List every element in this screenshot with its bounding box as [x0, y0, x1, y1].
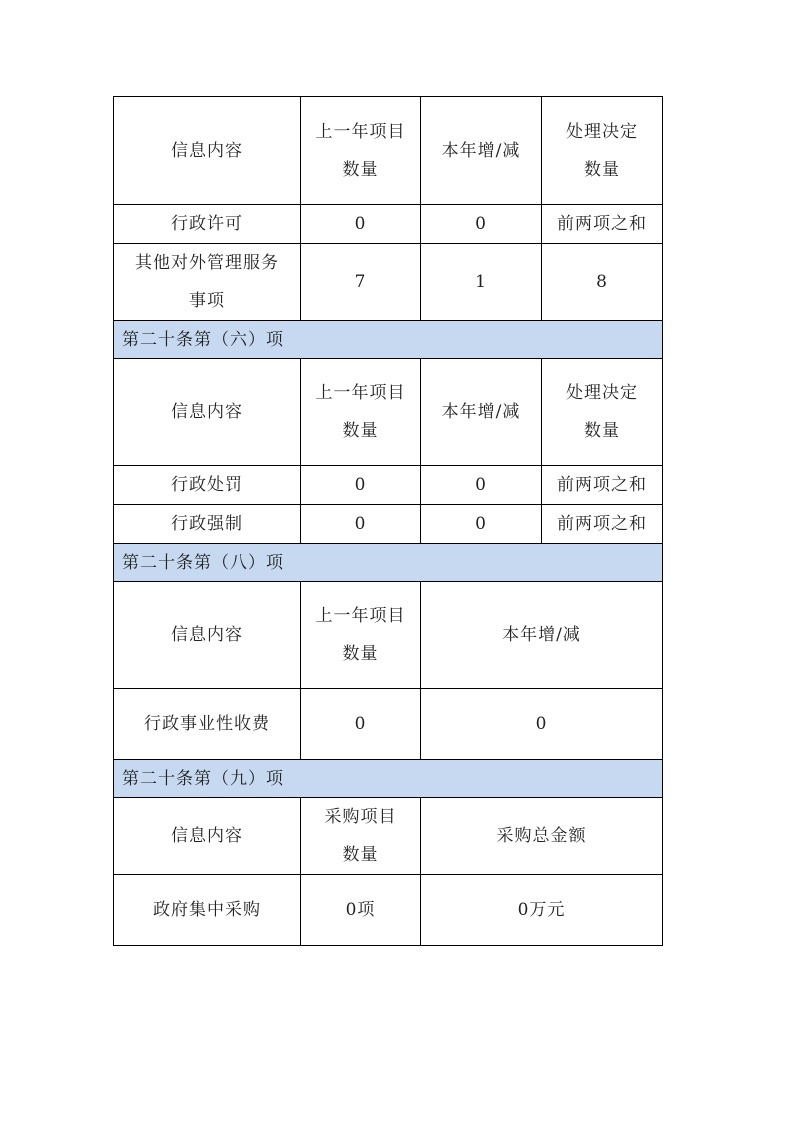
header-line: 上一年项目	[315, 121, 406, 142]
section-title-row	[114, 544, 663, 582]
row-name: 行政强制	[114, 505, 301, 544]
header-line: 采购项目	[324, 807, 397, 827]
row-change: 0	[421, 466, 542, 505]
section-title: 第二十条第（九）项	[114, 760, 663, 798]
header-line: 数量	[342, 421, 379, 441]
row-name: 政府集中采购	[114, 875, 301, 946]
row-change: 0	[421, 689, 663, 760]
row-prev-count: 7	[301, 244, 421, 321]
table-header-row	[114, 97, 663, 205]
row-purchase-amount: 0万元	[421, 875, 663, 946]
row-prev-count: 0	[301, 505, 421, 544]
row-purchase-count: 0项	[301, 875, 421, 946]
row-prev-count: 0	[301, 466, 421, 505]
header-purchase-item-count	[301, 798, 421, 875]
table-row	[114, 205, 663, 244]
row-decision: 前两项之和	[542, 505, 663, 544]
header-prev-year-count	[301, 97, 421, 205]
row-change: 1	[421, 244, 542, 321]
row-name: 行政处罚	[114, 466, 301, 505]
row-change: 0	[421, 205, 542, 244]
header-info-content: 信息内容	[114, 798, 301, 875]
header-yearly-change: 本年增/减	[421, 359, 542, 466]
header-prev-year-count	[301, 582, 421, 689]
header-info-content: 信息内容	[114, 359, 301, 466]
section-title-row	[114, 760, 663, 798]
header-purchase-total-amount: 采购总金额	[421, 798, 663, 875]
row-decision: 前两项之和	[542, 205, 663, 244]
header-line: 数量	[342, 644, 379, 664]
row-decision: 前两项之和	[542, 466, 663, 505]
header-line: 数量	[584, 421, 620, 441]
row-change: 0	[421, 505, 542, 544]
table-header-row	[114, 359, 663, 466]
table-row	[114, 689, 663, 760]
header-decision-count	[542, 97, 663, 205]
section-title-row	[114, 321, 663, 359]
table-row	[114, 875, 663, 946]
header-info-content: 信息内容	[114, 97, 301, 205]
row-name: 行政许可	[114, 205, 301, 244]
header-prev-year-count	[301, 359, 421, 466]
header-decision-count	[542, 359, 663, 466]
table-header-row	[114, 798, 663, 875]
header-line: 数量	[584, 159, 620, 180]
header-line: 数量	[342, 159, 379, 180]
section-title: 第二十条第（八）项	[114, 544, 663, 582]
row-name	[114, 244, 301, 321]
table-header-row	[114, 582, 663, 689]
header-yearly-change: 本年增/减	[421, 97, 542, 205]
header-line: 上一年项目	[315, 383, 406, 403]
table-row	[114, 466, 663, 505]
row-name: 行政事业性收费	[114, 689, 301, 760]
row-name-line: 事项	[189, 291, 225, 311]
header-line: 数量	[342, 845, 379, 865]
disclosure-table	[113, 96, 663, 946]
table-row	[114, 244, 663, 321]
header-line: 处理决定	[566, 383, 638, 403]
header-info-content: 信息内容	[114, 582, 301, 689]
row-name-line: 其他对外管理服务	[135, 253, 279, 273]
header-line: 上一年项目	[315, 606, 406, 626]
header-line: 处理决定	[566, 121, 638, 142]
section-title: 第二十条第（六）项	[114, 321, 663, 359]
header-yearly-change: 本年增/减	[421, 582, 663, 689]
row-prev-count: 0	[301, 689, 421, 760]
row-prev-count: 0	[301, 205, 421, 244]
row-decision: 8	[542, 244, 663, 321]
table-row	[114, 505, 663, 544]
